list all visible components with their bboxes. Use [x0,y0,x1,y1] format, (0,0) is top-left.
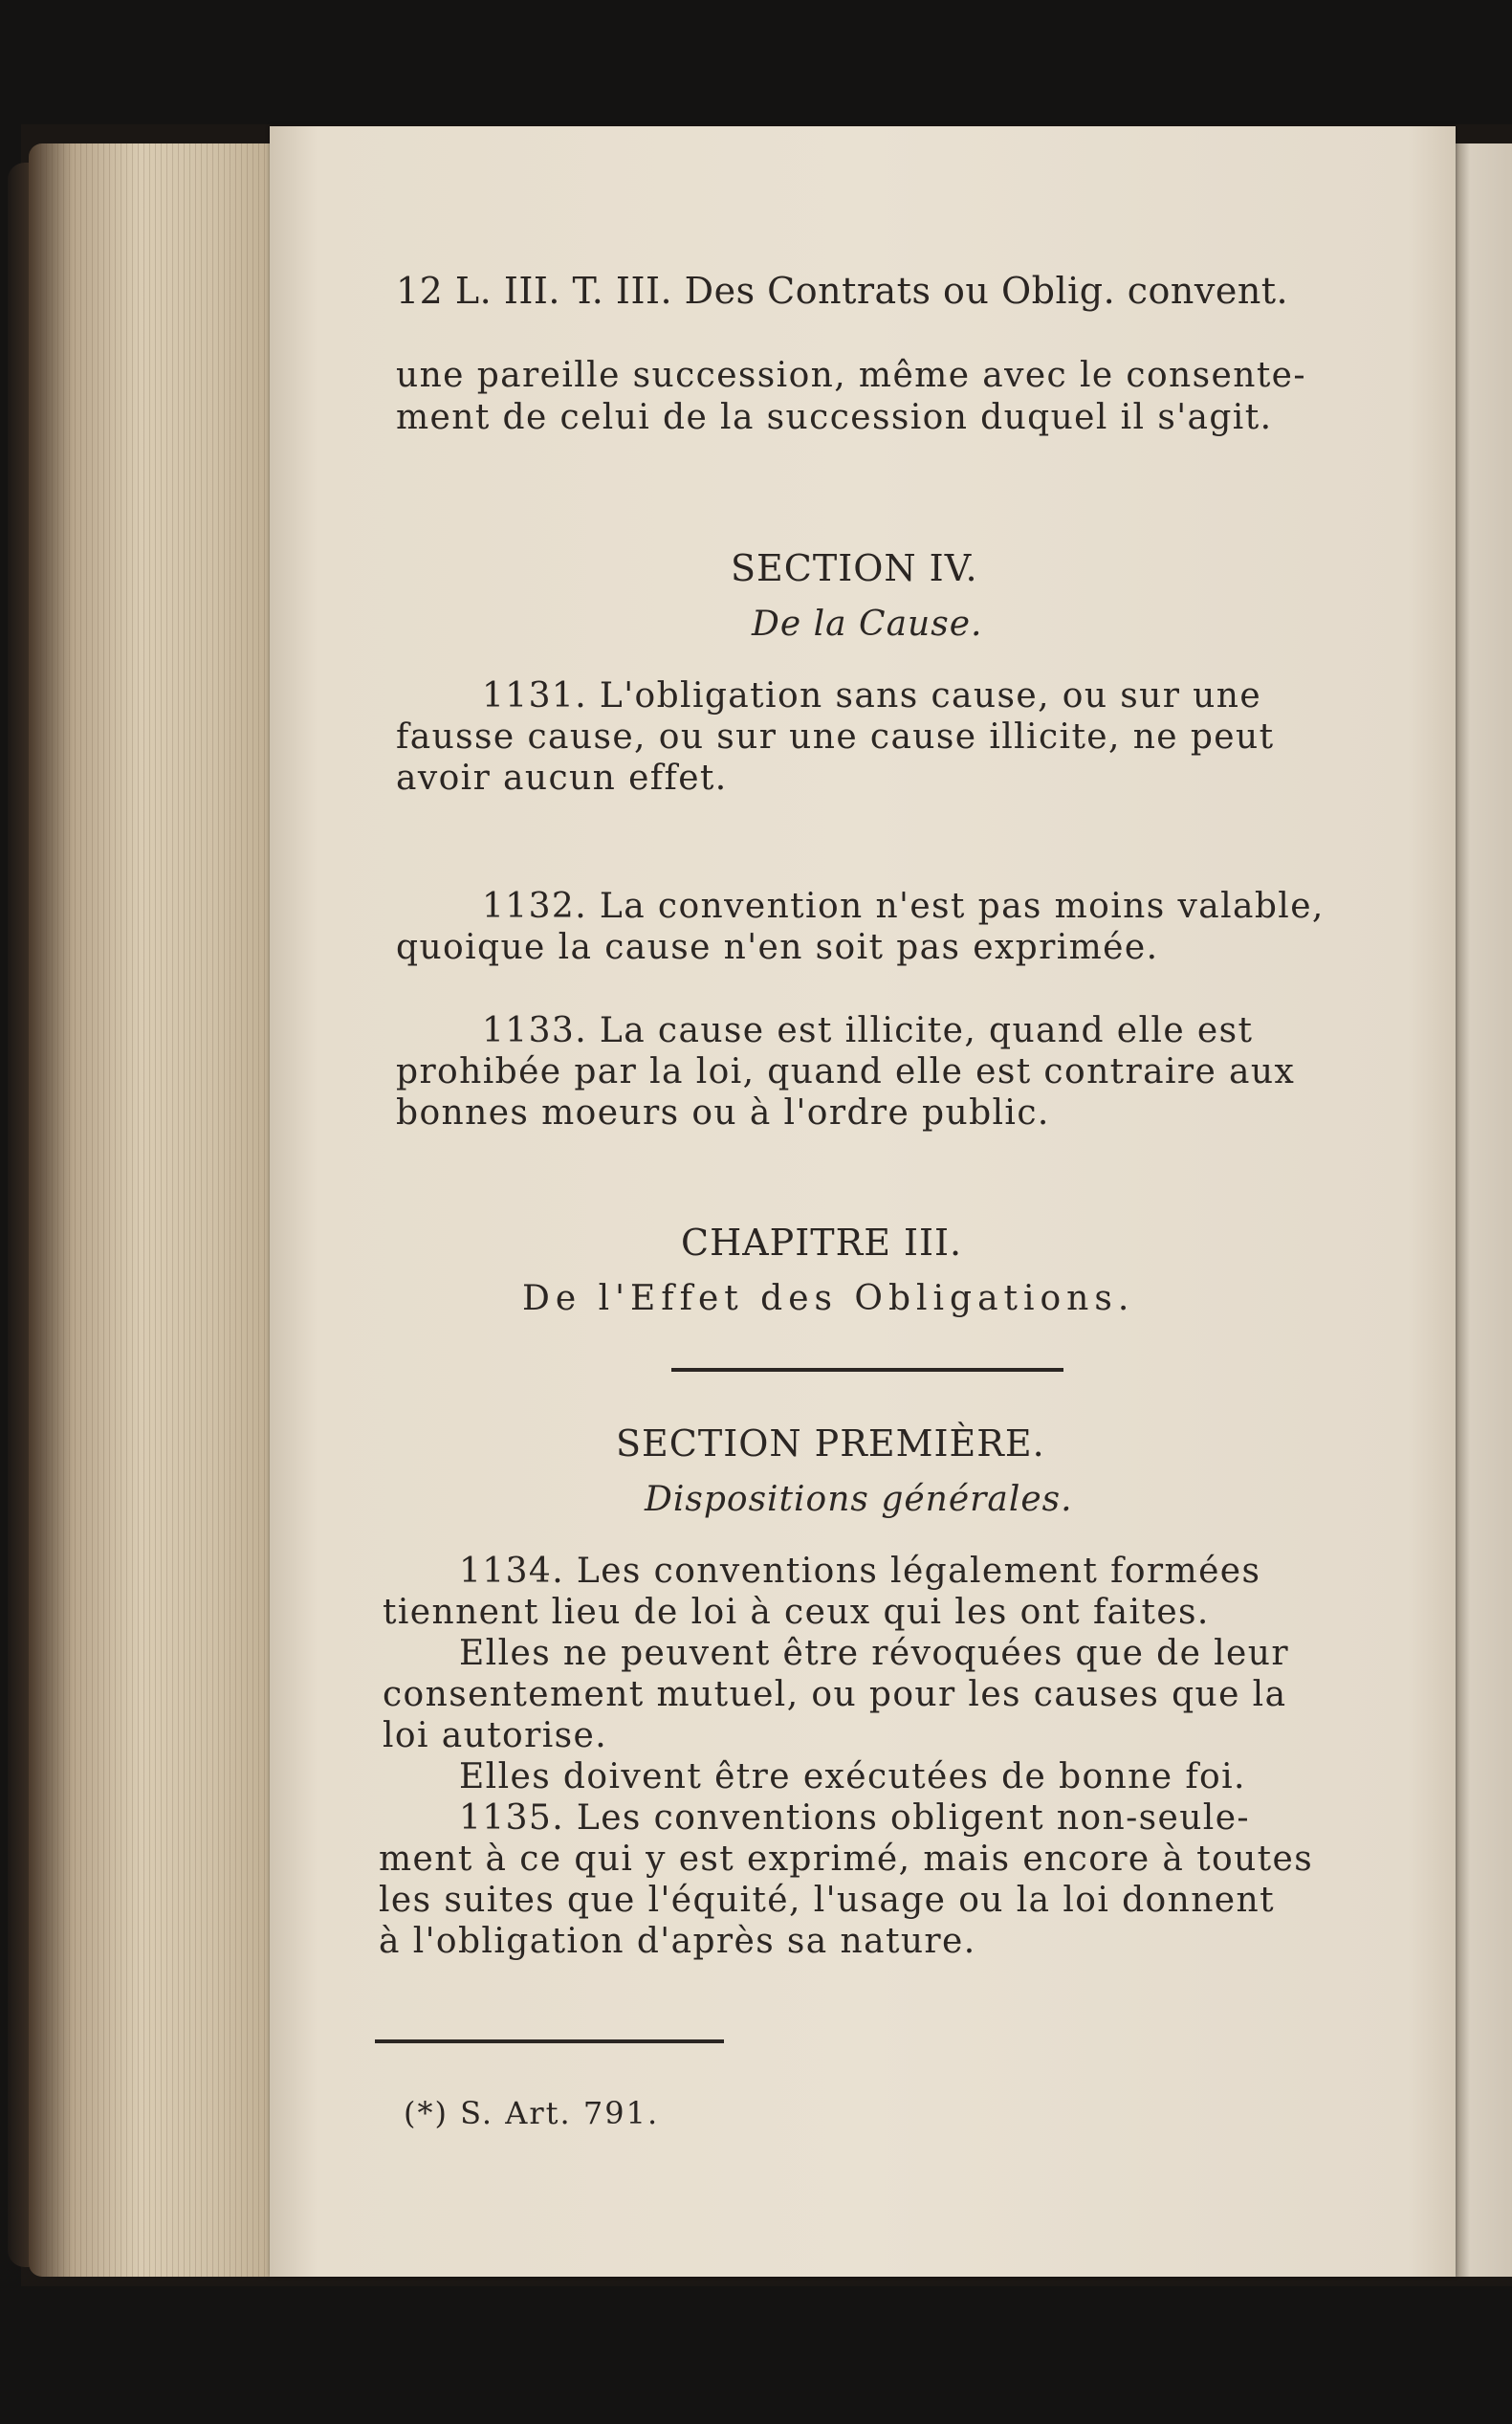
page-stack-edge [29,143,277,2277]
article-line: fausse cause, ou sur une cause illicite, ne peut [396,717,1275,757]
article-line: consentement mutuel, ou pour les causes que la [383,1675,1287,1714]
section-subtitle: De la Cause. [752,605,983,644]
article-line: Elles doivent être exécutées de bonne foi. [459,1757,1246,1796]
article-line: Elles ne peuvent être révoquées que de leur [459,1634,1289,1673]
article-line: quoique la cause n'en soit pas exprimée. [396,928,1159,967]
article-line: loi autorise. [383,1716,608,1755]
article-line: les suites que l'équité, l'usage ou la loi donnent [379,1881,1275,1920]
facing-page-edge [1452,143,1512,2277]
footnote-rule [375,2039,724,2043]
section-heading: SECTION PREMIÈRE. [616,1422,1045,1465]
article-line: 1131. L'obligation sans cause, ou sur une [482,676,1262,716]
text-line: ment de celui de la succession duquel il s'agit. [396,398,1273,437]
article-line: tiennent lieu de loi à ceux qui les ont faites. [383,1593,1210,1632]
section-heading: SECTION IV. [731,547,978,589]
article-line: 1134. Les conventions légalement formées [459,1552,1261,1591]
article-line: bonnes moeurs ou à l'ordre public. [396,1093,1050,1133]
running-header: 12 L. III. T. III. Des Contrats ou Oblig. convent. [396,270,1289,312]
article-line: prohibée par la loi, quand elle est contraire aux [396,1052,1296,1091]
section-subtitle: Dispositions générales. [645,1480,1073,1519]
article-line: 1135. Les conventions obligent non-seule- [459,1798,1250,1838]
chapter-subtitle: De l'Effet des Obligations. [522,1279,1135,1318]
article-line: avoir aucun effet. [396,759,728,798]
divider-rule [671,1368,1063,1372]
book-page [270,126,1456,2277]
article-line: à l'obligation d'après sa nature. [379,1922,976,1961]
text-line: une pareille succession, même avec le consente- [396,356,1306,395]
chapter-heading: CHAPITRE III. [681,1222,963,1264]
article-line: ment à ce qui y est exprimé, mais encore à toutes [379,1840,1314,1879]
article-line: 1132. La convention n'est pas moins valable, [482,887,1325,926]
footnote: (*) S. Art. 791. [404,2095,660,2131]
article-line: 1133. La cause est illicite, quand elle est [482,1011,1254,1050]
